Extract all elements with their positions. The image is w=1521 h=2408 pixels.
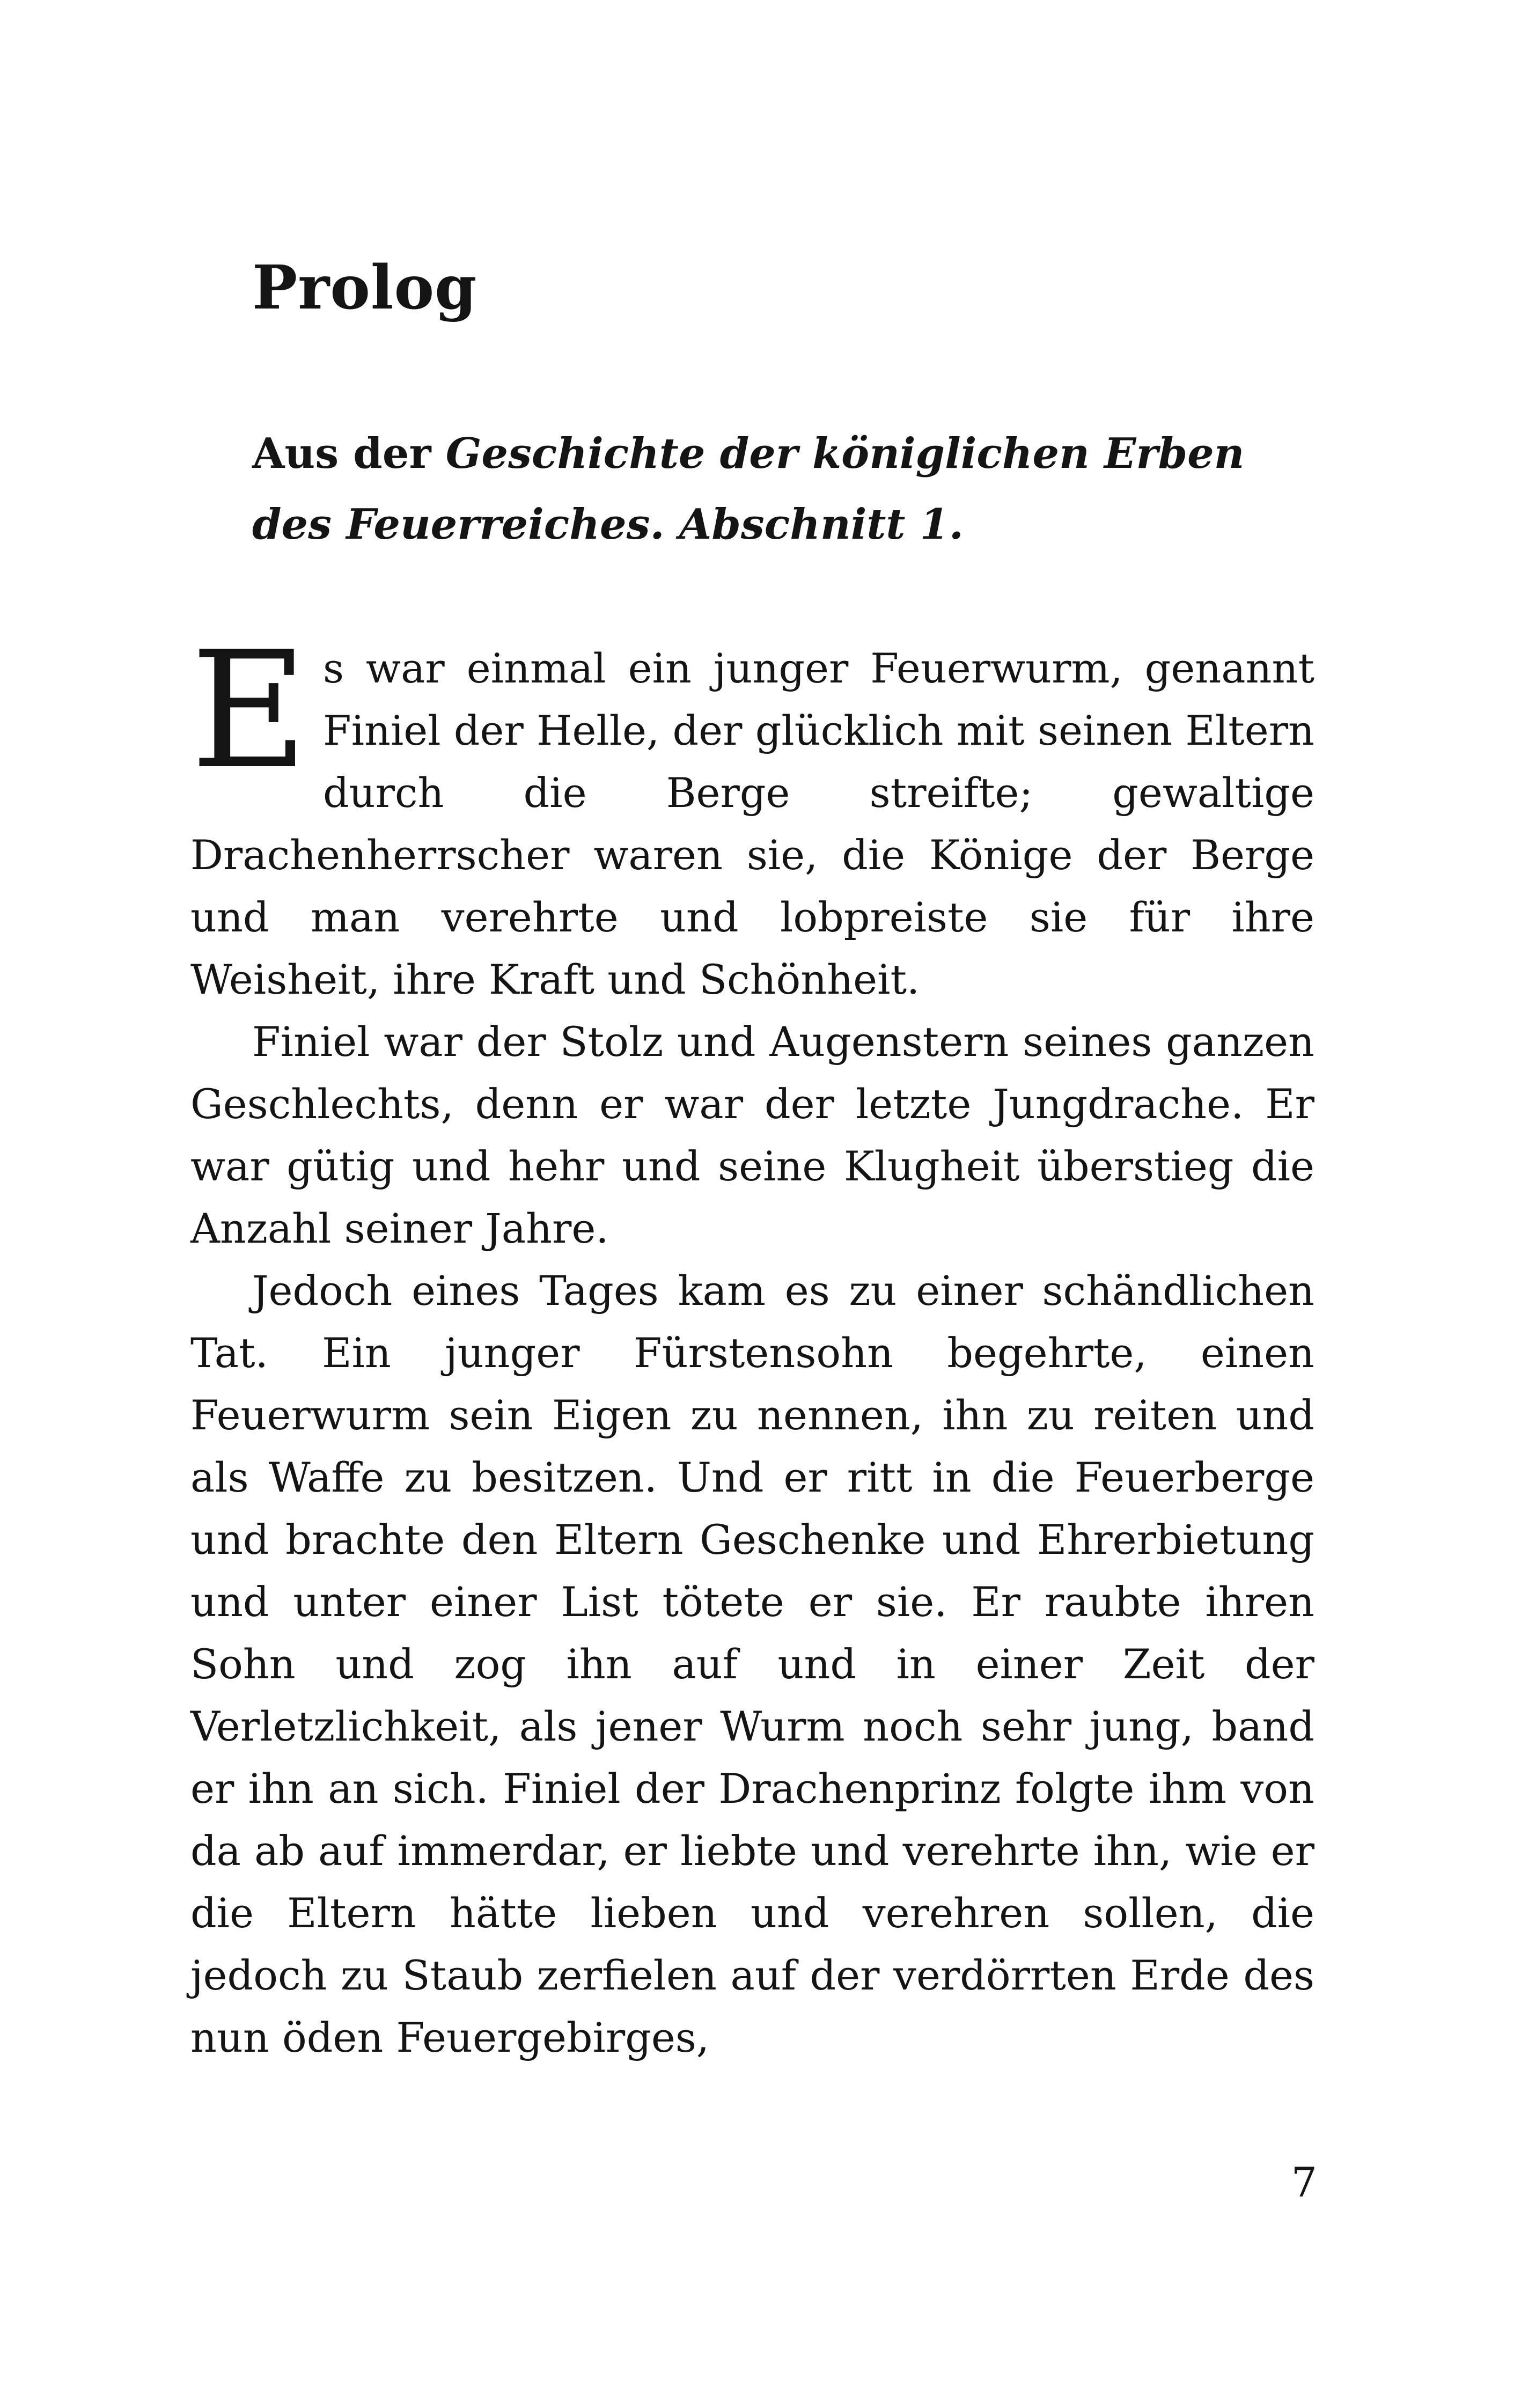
paragraph-2: Finiel war der Stolz und Augenstern seines ganzen Geschlechts, denn er war der letzte Jungdrache. Er war gütig und hehr und seine Klugheit überstieg die Anzahl seiner Jahre. (190, 1018, 1314, 1252)
paragraph-1-text: s war einmal ein junger Feuerwurm, genannt Finiel der Helle, der glücklich mit seinen Eltern durch die Berge streifte; gewaltige Drachenherrscher waren sie, die Könige der Berge und man verehrte und lobpreiste sie für ihre Weisheit, ihre Kraft und Schönheit. (190, 644, 1314, 1003)
paragraph-1 (190, 617, 1314, 1011)
epigraph (252, 419, 1309, 560)
epigraph-source: Geschichte der königlichen Erben des Feuerreiches. Abschnitt 1. (252, 429, 1245, 549)
page-number: 7 (1291, 2159, 1317, 2206)
epigraph-lead: Aus der (252, 429, 446, 478)
body-text (190, 617, 1314, 2069)
drop-cap: E (190, 617, 308, 804)
chapter-title: Prolog (252, 253, 477, 323)
paragraph-3: Jedoch eines Tages kam es zu einer schändlichen Tat. Ein junger Fürstensohn begehrte, einen Feuerwurm sein Eigen zu nennen, ihn zu reiten und als Waffe zu besitzen. Und er ritt in die Feuerberge und brachte den Eltern Geschenke und Ehrerbietung und unter einer List tötete er sie. Er raubte ihren Sohn und zog ihn auf und in einer Zeit der Verletzlichkeit, als jener Wurm noch sehr jung, band er ihn an sich. Finiel der Drachenprinz folgte ihm von da ab auf immerdar, er liebte und verehrte ihn, wie er die Eltern hätte lieben und verehren sollen, die jedoch zu Staub zerfielen auf der verdörrten Erde des nun öden Feuergebirges, (190, 1267, 1314, 2061)
